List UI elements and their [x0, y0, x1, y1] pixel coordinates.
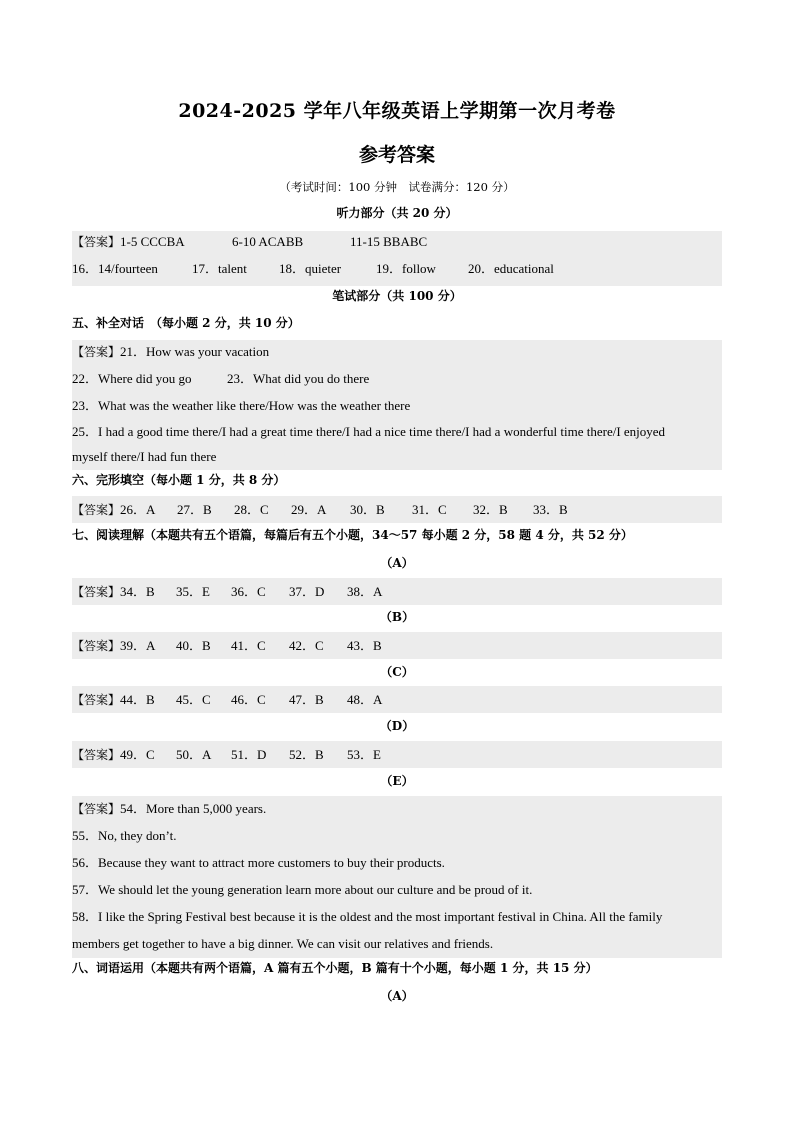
part-e-line: 55．No, they don’t.	[72, 828, 177, 843]
reading-answer: 50．A	[176, 747, 212, 762]
reading-answer: 43．B	[347, 638, 382, 653]
page-subtitle: 参考答案	[358, 144, 435, 166]
reading-answer: 37．D	[289, 584, 325, 599]
part-label-e: （E）	[380, 774, 414, 788]
cloze-answer: 33．B	[533, 502, 568, 517]
part-e-line: 57．We should let the young generation learn more about our culture and be proud of it.	[72, 882, 533, 897]
cloze-answer: 29．A	[291, 502, 327, 517]
page-title: 2024-2025 学年八年级英语上学期第一次月考卷	[178, 100, 616, 122]
part-label-d: （D）	[379, 719, 415, 733]
listening-answer: 16．14/fourteen	[72, 261, 158, 276]
section-7-heading: 七、阅读理解（本题共有五个语篇，每篇后有五个小题，34～57 每小题 2 分，58 题 4 分，共 52 分）	[72, 528, 633, 542]
reading-answer: 45．C	[176, 692, 211, 707]
section-8-part-label-a: （A）	[380, 989, 414, 1003]
part-e-line: members get together to have a big dinner. We can visit our relatives and friends.	[72, 936, 494, 951]
reading-answer: 42．C	[289, 638, 324, 653]
part-label-b: （B）	[379, 610, 415, 624]
answer-label: 【答案】	[72, 802, 121, 816]
written-heading: 笔试部分（共 100 分）	[332, 289, 462, 303]
listening-row-1	[72, 228, 722, 255]
section-8-heading: 八、词语运用（本题共有两个语篇，A 篇有五个小题，B 篇有十个小题，每小题 1 分，共 15 分）	[72, 961, 598, 975]
reading-answer: 47．B	[289, 692, 324, 707]
cloze-answer: 31．C	[412, 502, 447, 517]
cloze-answer: 27．B	[177, 502, 212, 517]
section-5-answer: 22．Where did you go	[72, 371, 192, 386]
reading-answer: 49．C	[120, 747, 155, 762]
answer-label: 【答案】	[72, 585, 121, 599]
answer-label: 【答案】	[72, 693, 121, 707]
reading-answer: 34．B	[120, 584, 155, 599]
section-5-line	[72, 365, 722, 392]
reading-answer: 40．B	[176, 638, 211, 653]
part-e-answer: 54．More than 5,000 years.	[120, 801, 267, 816]
part-a-answers	[72, 578, 722, 605]
section-5-heading: 五、补全对话 （每小题 2 分，共 10 分）	[72, 316, 300, 330]
answer-label: 【答案】	[72, 235, 121, 249]
answer-label: 【答案】	[72, 503, 121, 517]
reading-answer: 38．A	[347, 584, 383, 599]
part-b-answers	[72, 632, 722, 659]
listening-answer: 19．follow	[376, 261, 436, 276]
part-d-answers	[72, 741, 722, 768]
reading-answer: 53．E	[347, 747, 381, 762]
reading-answer: 39．A	[120, 638, 156, 653]
reading-answer: 41．C	[231, 638, 266, 653]
listening-heading: 听力部分（共 20 分）	[336, 206, 458, 220]
section-5-answer: 23．What did you do there	[227, 371, 370, 386]
reading-answer: 51．D	[231, 747, 267, 762]
section-5-line	[72, 338, 722, 365]
reading-answer: 44．B	[120, 692, 155, 707]
listening-answer: 1-5 CCCBA	[120, 234, 185, 249]
part-e-line	[72, 795, 722, 822]
section-6-answers	[72, 496, 722, 523]
answer-label: 【答案】	[72, 345, 121, 359]
listening-answer: 18．quieter	[279, 261, 342, 276]
section-5-line: 25．I had a good time there/I had a great time there/I had a nice time there/I had a wonderful time there/I enjoyed	[72, 424, 666, 439]
reading-answer: 48．A	[347, 692, 383, 707]
cloze-answer: 30．B	[350, 502, 385, 517]
answer-label: 【答案】	[72, 639, 121, 653]
listening-answer: 11-15 BBABC	[350, 234, 428, 249]
answer-label: 【答案】	[72, 748, 121, 762]
exam-info: （考试时间：100 分钟 试卷满分：120 分）	[279, 180, 515, 194]
reading-answer: 52．B	[289, 747, 324, 762]
section-5-line: myself there/I had fun there	[72, 449, 217, 464]
reading-answer: 36．C	[231, 584, 266, 599]
part-c-answers	[72, 686, 722, 713]
listening-answer: 6-10 ACABB	[232, 234, 304, 249]
cloze-answer: 28．C	[234, 502, 269, 517]
reading-answer: 35．E	[176, 584, 210, 599]
part-e-line: 56．Because they want to attract more customers to buy their products.	[72, 855, 445, 870]
section-5-line: 23．What was the weather like there/How was the weather there	[72, 398, 411, 413]
part-label-a: （A）	[380, 556, 414, 570]
part-e-line: 58．I like the Spring Festival best because it is the oldest and the most important festival in China. All the family	[72, 909, 663, 924]
cloze-answer: 26．A	[120, 502, 156, 517]
listening-answer: 20．educational	[468, 261, 554, 276]
listening-row-2	[72, 255, 722, 282]
cloze-answer: 32．B	[473, 502, 508, 517]
section-5-answer: 21．How was your vacation	[120, 344, 270, 359]
section-6-heading: 六、完形填空（每小题 1 分，共 8 分）	[72, 473, 286, 487]
reading-answer: 46．C	[231, 692, 266, 707]
part-label-c: （C）	[380, 665, 414, 679]
listening-answer: 17．talent	[192, 261, 247, 276]
